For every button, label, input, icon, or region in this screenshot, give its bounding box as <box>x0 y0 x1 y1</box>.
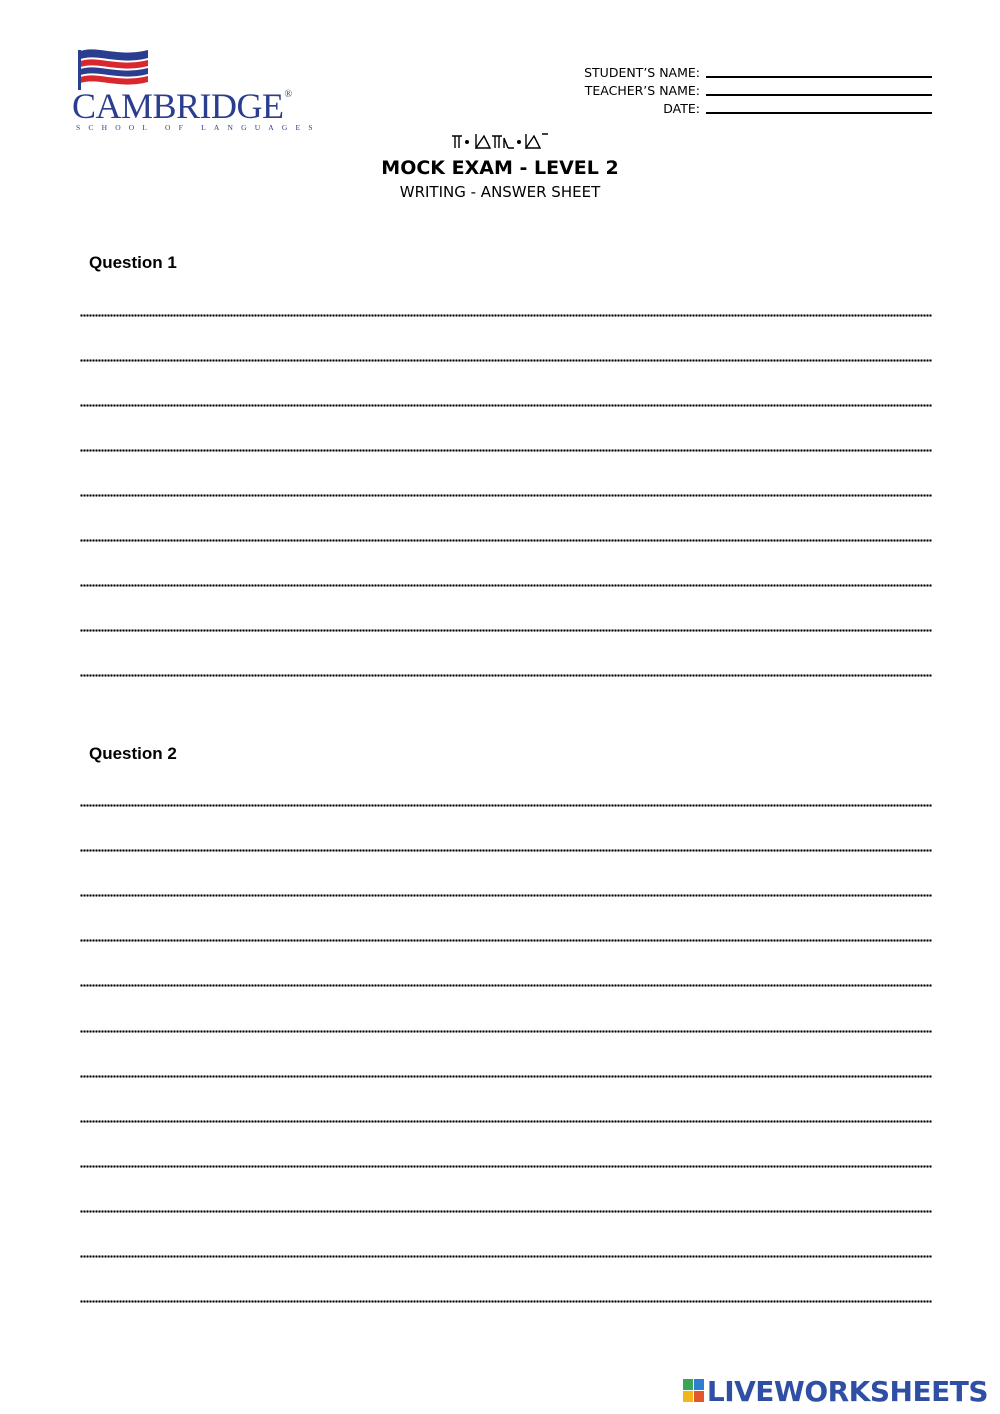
exam-title: MOCK EXAM - LEVEL 2 <box>381 157 619 179</box>
student-name-row <box>560 64 932 82</box>
question-1-label: Question 1 <box>89 253 177 272</box>
teacher-name-field[interactable] <box>706 94 932 96</box>
logo-wordmark: CAMBRIDGE® <box>72 86 292 126</box>
decorative-glyphs <box>0 130 1000 157</box>
question-1-answer-line[interactable] <box>80 629 932 632</box>
date-field[interactable] <box>706 112 932 114</box>
teacher-name-row <box>560 82 932 100</box>
student-info-block <box>560 64 932 118</box>
question-2-answer-line[interactable] <box>80 1165 932 1168</box>
question-1-answer-line[interactable] <box>80 584 932 587</box>
question-2-answer-line[interactable] <box>80 939 932 942</box>
liveworksheets-logo-icon <box>683 1379 705 1403</box>
exam-subtitle: WRITING - ANSWER SHEET <box>399 183 601 201</box>
question-2-answer-line[interactable] <box>80 1075 932 1078</box>
question-1-answer-line[interactable] <box>80 314 932 317</box>
question-2-answer-line[interactable] <box>80 1120 932 1123</box>
question-2-answer-line[interactable] <box>80 1030 932 1033</box>
question-2-answer-line[interactable] <box>80 894 932 897</box>
question-2-label: Question 2 <box>89 744 177 763</box>
question-2-answer-line[interactable] <box>80 984 932 987</box>
question-2-answer-line[interactable] <box>80 1210 932 1213</box>
question-2-answer-line[interactable] <box>80 1300 932 1303</box>
student-name-field[interactable] <box>706 76 932 78</box>
student-name-label: STUDENT’S NAME: <box>584 65 700 80</box>
question-1-answer-line[interactable] <box>80 494 932 497</box>
question-1-answer-line[interactable] <box>80 539 932 542</box>
teacher-name-label: TEACHER’S NAME: <box>584 83 700 98</box>
date-label: DATE: <box>663 101 700 116</box>
question-1-answer-line[interactable] <box>80 674 932 677</box>
liveworksheets-text: LIVEWORKSHEETS <box>706 1374 988 1408</box>
question-2-answer-line[interactable] <box>80 804 932 807</box>
liveworksheets-watermark <box>683 1374 988 1408</box>
question-1-answer-line[interactable] <box>80 404 932 407</box>
logo-tagline: SCHOOL OF LANGUAGES <box>76 123 321 132</box>
question-2-answer-line[interactable] <box>80 1255 932 1258</box>
question-1-answer-line[interactable] <box>80 359 932 362</box>
date-row <box>560 100 932 118</box>
cambridge-logo <box>72 46 321 136</box>
question-1-answer-line[interactable] <box>80 449 932 452</box>
question-2-answer-line[interactable] <box>80 849 932 852</box>
ornament-icon <box>450 130 550 152</box>
